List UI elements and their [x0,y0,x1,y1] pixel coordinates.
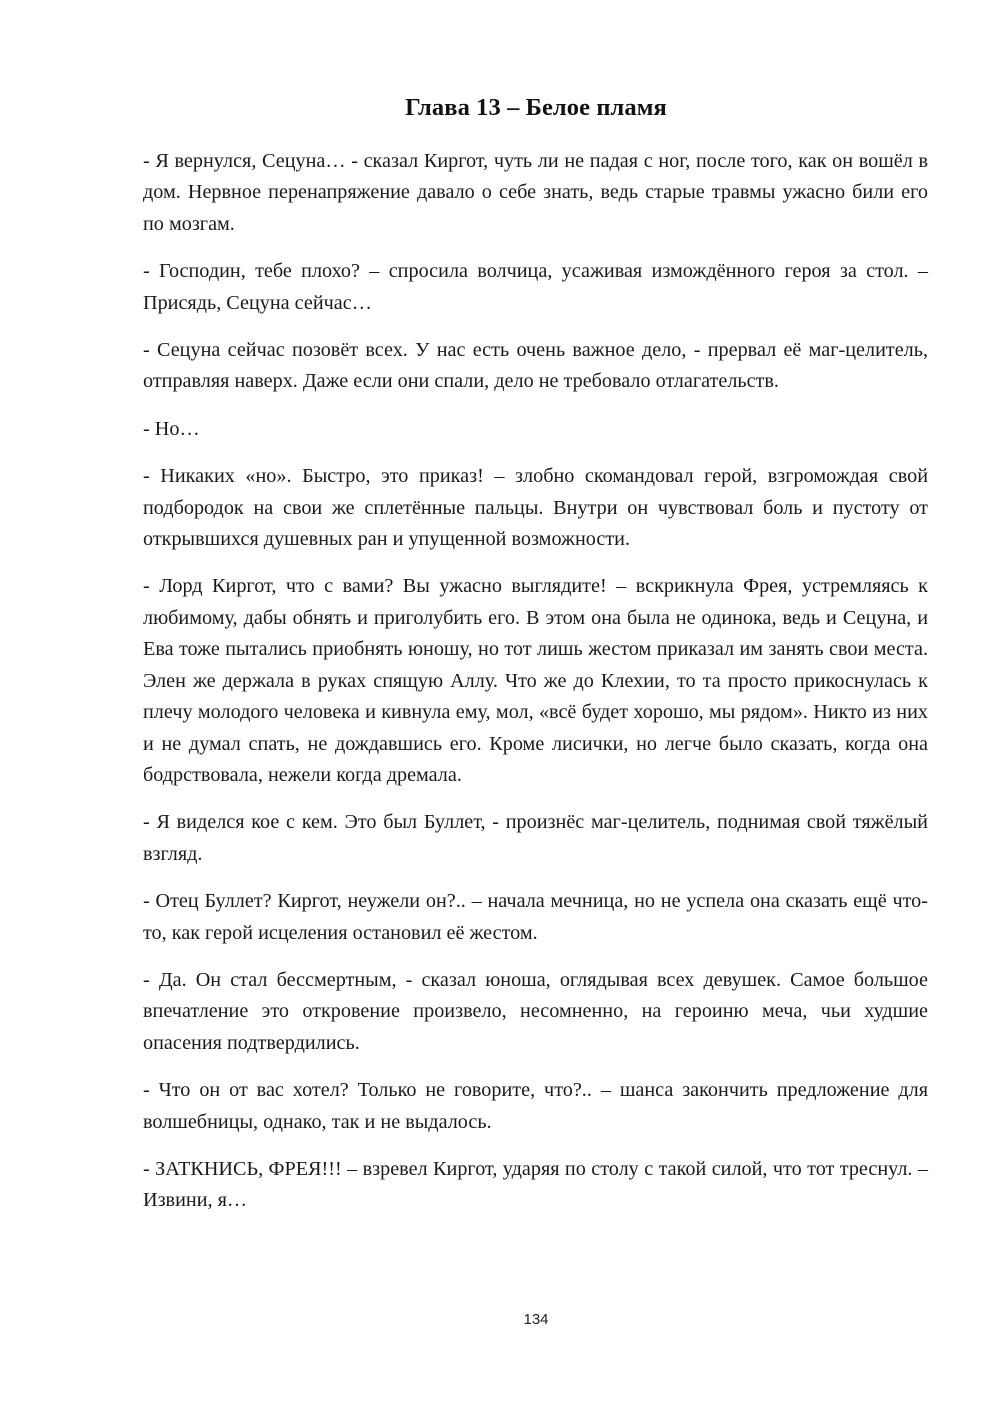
paragraph: - ЗАТКНИСЬ, ФРЕЯ!!! – взревел Киргот, ударяя по столу с такой силой, что тот треснул. – Извини, я… [143,1157,928,1212]
paragraph: - Да. Он стал бессмертным, - сказал юноша, оглядывая всех девушек. Самое большое впечатление это откровение произвело, несомненно, на героиню меча, чьи худшие опасения подтвердились. [143,968,928,1054]
body-text [143,146,928,1233]
paragraph: - Господин, тебе плохо? – спросила волчица, усаживая измождённого героя за стол. – Присядь, Сецуна сейчас… [143,260,928,314]
chapter-title: Глава 13 – Белое пламя [405,94,667,121]
paragraph: - Но… [143,417,200,440]
paragraph: - Отец Буллет? Киргот, неужели он?.. – начала мечница, но не успела она сказать ещё что-то, как герой исцеления остановил её жестом. [143,890,928,944]
paragraph: - Что он от вас хотел? Только не говорите, что?.. – шанса закончить предложение для волшебницы, однако, так и не выдалось. [143,1079,928,1133]
page-number: 134 [523,1311,549,1328]
paragraph: - Я вернулся, Сецуна… - сказал Киргот, чуть ли не падая с ног, после того, как он вошёл в дом. Нервное перенапряжение давало о себе знать, ведь старые травмы ужасно били его по мозгам. [143,150,928,235]
paragraph: - Я виделся кое с кем. Это был Буллет, - произнёс маг-целитель, поднимая свой тяжёлый взгляд. [143,811,928,865]
paragraph: - Сецуна сейчас позовёт всех. У нас есть очень важное дело, - прервал её маг-целитель, отправляя наверх. Даже если они спали, дело не требовало отлагательств. [143,339,928,393]
paragraph: - Никаких «но». Быстро, это приказ! – злобно скомандовал герой, взгромождая свой подбородок на свои же сплетённые пальцы. Внутри он чувствовал боль и пустоту от открывшихся душевных ран и упущенной возможности. [143,465,928,551]
paragraph: - Лорд Киргот, что с вами? Вы ужасно выглядите! – вскрикнула Фрея, устремляясь к любимому, дабы обнять и приголубить его. В этом она была не одинока, ведь и Сецуна, и Ева тоже пытались приобнять юношу, но тот лишь жестом приказал им занять свои места. Элен же держала в руках спящую Аллу. Что же до Клехии, то та просто прикоснулась к плечу молодого человека и кивнула ему, мол, «всё будет хорошо, мы рядом». Никто из них и не думал спать, не дождавшись его. Кроме лисички, но легче было сказать, когда она бодрствовала, нежели когда дремала. [143,575,928,786]
